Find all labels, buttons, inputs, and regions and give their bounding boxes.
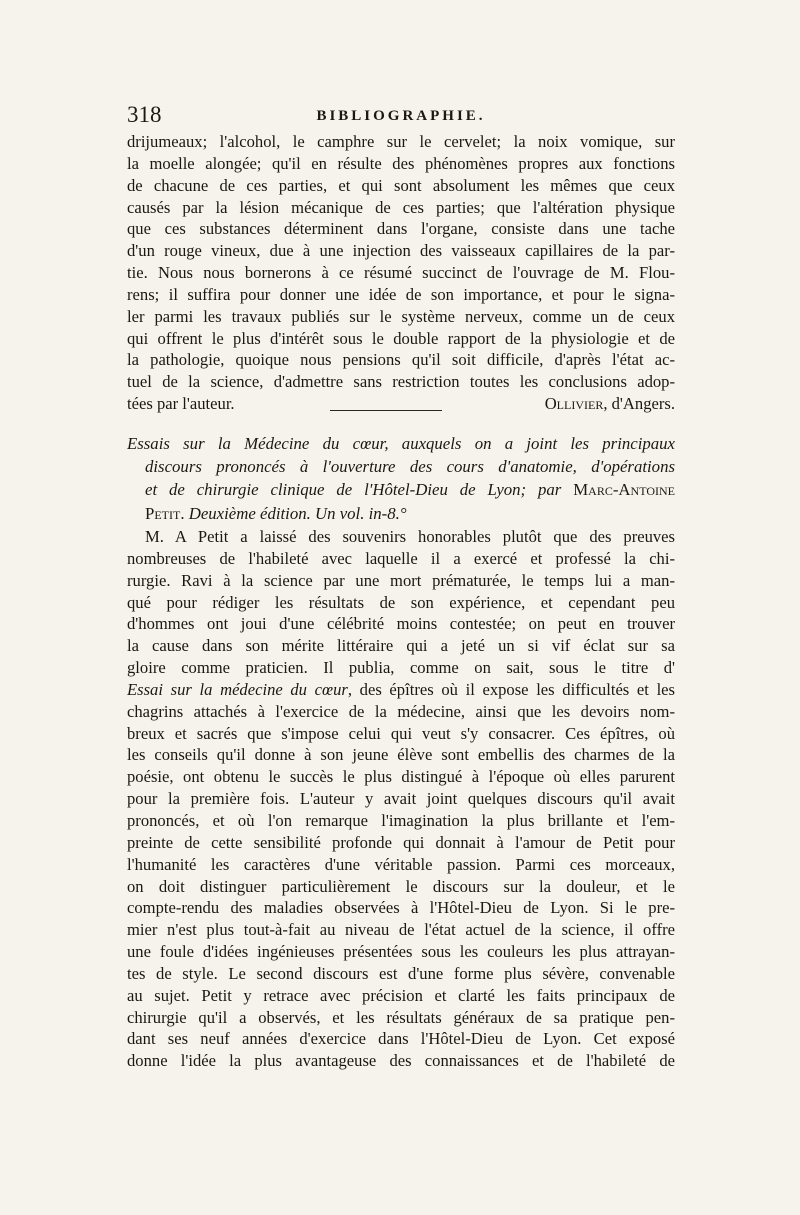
- text-line: causés par la lésion mécanique de ces parties; que l'altération physique: [127, 197, 675, 217]
- text-line: prononcés, et où l'on remarque l'imagination la plus brillante et l'em-: [127, 810, 675, 830]
- text-line: tes de style. Le second discours est d'une forme plus sévère, convenable: [127, 963, 675, 983]
- text-line: poésie, ont obtenu le succès le plus distingué à l'époque où elles parurent: [127, 767, 675, 787]
- text-line: pour la première fois. L'auteur y avait joint quelques discours qu'il avait: [127, 789, 675, 809]
- text-line: donne l'idée la plus avantageuse des connaissances et de l'habileté de: [127, 1051, 675, 1071]
- text-line: M. A Petit a laissé des souvenirs honorables plutôt que des preuves: [145, 527, 675, 546]
- text-line: nombreuses de l'habileté avec laquelle il a exercé et professé la chi-: [127, 548, 675, 568]
- text-line: de chacune de ces parties, et qui sont absolument les mêmes que ceux: [127, 175, 675, 195]
- review-ollivier: [127, 131, 675, 415]
- text-line: la moelle alongée; qu'il en résulte des phénomènes propres aux fonctions: [127, 153, 675, 173]
- text-line: drijumeaux; l'alcohol, le camphre sur le cervelet; la noix vomique, sur: [127, 132, 675, 151]
- text-line: l'humanité les caractères d'une véritable passion. Parmi ces morceaux,: [127, 854, 675, 874]
- author-signature: [545, 393, 675, 415]
- text-line: la pathologie, quoique nous pensions qu'il soit difficile, d'après l'état ac-: [127, 350, 675, 370]
- text-line: la cause dans son mérite littéraire qui a jeté un si vif éclat sur sa: [127, 636, 675, 656]
- text-line: dant ses neuf années d'exercice dans l'Hôtel-Dieu de Lyon. Cet exposé: [127, 1029, 675, 1049]
- text-line: qui offrent le plus d'intérêt sous le double rapport de la physiologie et de: [127, 328, 675, 348]
- text-line: d'hommes ont joui d'une célébrité moins contestée; on peut en trouver: [127, 614, 675, 634]
- page-number: 318: [127, 102, 162, 127]
- text-line: [127, 679, 675, 701]
- book-title-line: Essais sur la Médecine du cœur, auxquels on a joint les principaux: [127, 434, 675, 453]
- text-line: preinte de cette sensibilité profonde qui donnait à l'amour de Petit pour: [127, 832, 675, 852]
- text-line: mier n'est plus tout-à-fait au niveau de l'état actuel de la science, il offre: [127, 920, 675, 940]
- running-head: BIBLIOGRAPHIE.: [316, 108, 486, 124]
- book-title-block: [127, 432, 675, 525]
- book-title-line: [127, 478, 675, 501]
- closing-text: tées par l'auteur.: [127, 394, 235, 414]
- text-line: tie. Nous nous bornerons à ce résumé succinct de l'ouvrage de M. Flou-: [127, 263, 675, 283]
- essay-title: sur la médecine du cœur: [170, 679, 348, 699]
- text-line: compte-rendu des maladies observées à l'Hôtel-Dieu de Lyon. Si le pre-: [127, 898, 675, 918]
- text-line: les conseils qu'il donne à son jeune élève sont embellis des charmes de la: [127, 745, 675, 765]
- text-line: une foule d'idées ingénieuses présentées sous les couleurs les plus attrayan-: [127, 942, 675, 962]
- text-line: au sujet. Petit y retrace avec précision et clarté les faits principaux de: [127, 985, 675, 1005]
- text-line: chagrins attachés à l'exercice de la médecine, ainsi que les devoirs nom-: [127, 701, 675, 721]
- review-petit: [127, 526, 675, 1072]
- text-line: tuel de la science, d'admettre sans restriction toutes les conclusions adop-: [127, 372, 675, 392]
- text-line: breux et sacrés que s'impose celui qui veut s'y consacrer. Ces épîtres, où: [127, 723, 675, 743]
- author-last-name: Petit.: [145, 503, 185, 523]
- text-line: gloire comme praticien. Il publia, comme on sait, sous le titre d': [127, 658, 675, 678]
- text-line: d'un rouge vineux, due à une injection des vaisseaux capillaires de la par-: [127, 241, 675, 261]
- signature-name: Ollivier: [544, 394, 604, 414]
- text-line-signature: [127, 393, 675, 415]
- text-line: que ces substances déterminent dans l'organe, consiste dans une tache: [127, 219, 675, 239]
- book-title-text: et de chirurgie clinique de l'Hôtel-Dieu de Lyon; par: [145, 480, 562, 500]
- text-fragment: , des épîtres où il expose les difficultés et les: [347, 679, 675, 699]
- section-divider: [330, 410, 442, 411]
- edition-info: Deuxième édition. Un vol. in-8.°: [188, 503, 407, 523]
- text-line: rurgie. Ravi à la science par une mort prématurée, le temps lui a man-: [127, 570, 675, 590]
- text-line: rens; il suffira pour donner une idée de son importance, et pour le signa-: [127, 284, 675, 304]
- text-line: qué pour rédiger les résultats de son expérience, et cependant peu: [127, 592, 675, 612]
- text-line: on doit distinguer particulièrement le discours sur la douleur, et le: [127, 876, 675, 896]
- author-first-name: Marc-Antoine: [573, 480, 675, 500]
- book-title-line: [127, 502, 675, 525]
- text-line: ler parmi les travaux publiés sur le système nerveux, comme un de ceux: [127, 306, 675, 326]
- signature-place: , d'Angers.: [603, 394, 675, 414]
- book-title-line: discours prononcés à l'ouverture des cours d'anatomie, d'opérations: [145, 457, 675, 477]
- page-header: [127, 100, 675, 130]
- text-line: chirurgie qu'il a observés, et les résultats généraux de sa pratique pen-: [127, 1007, 675, 1027]
- essay-title-prefix: Essai: [127, 679, 163, 699]
